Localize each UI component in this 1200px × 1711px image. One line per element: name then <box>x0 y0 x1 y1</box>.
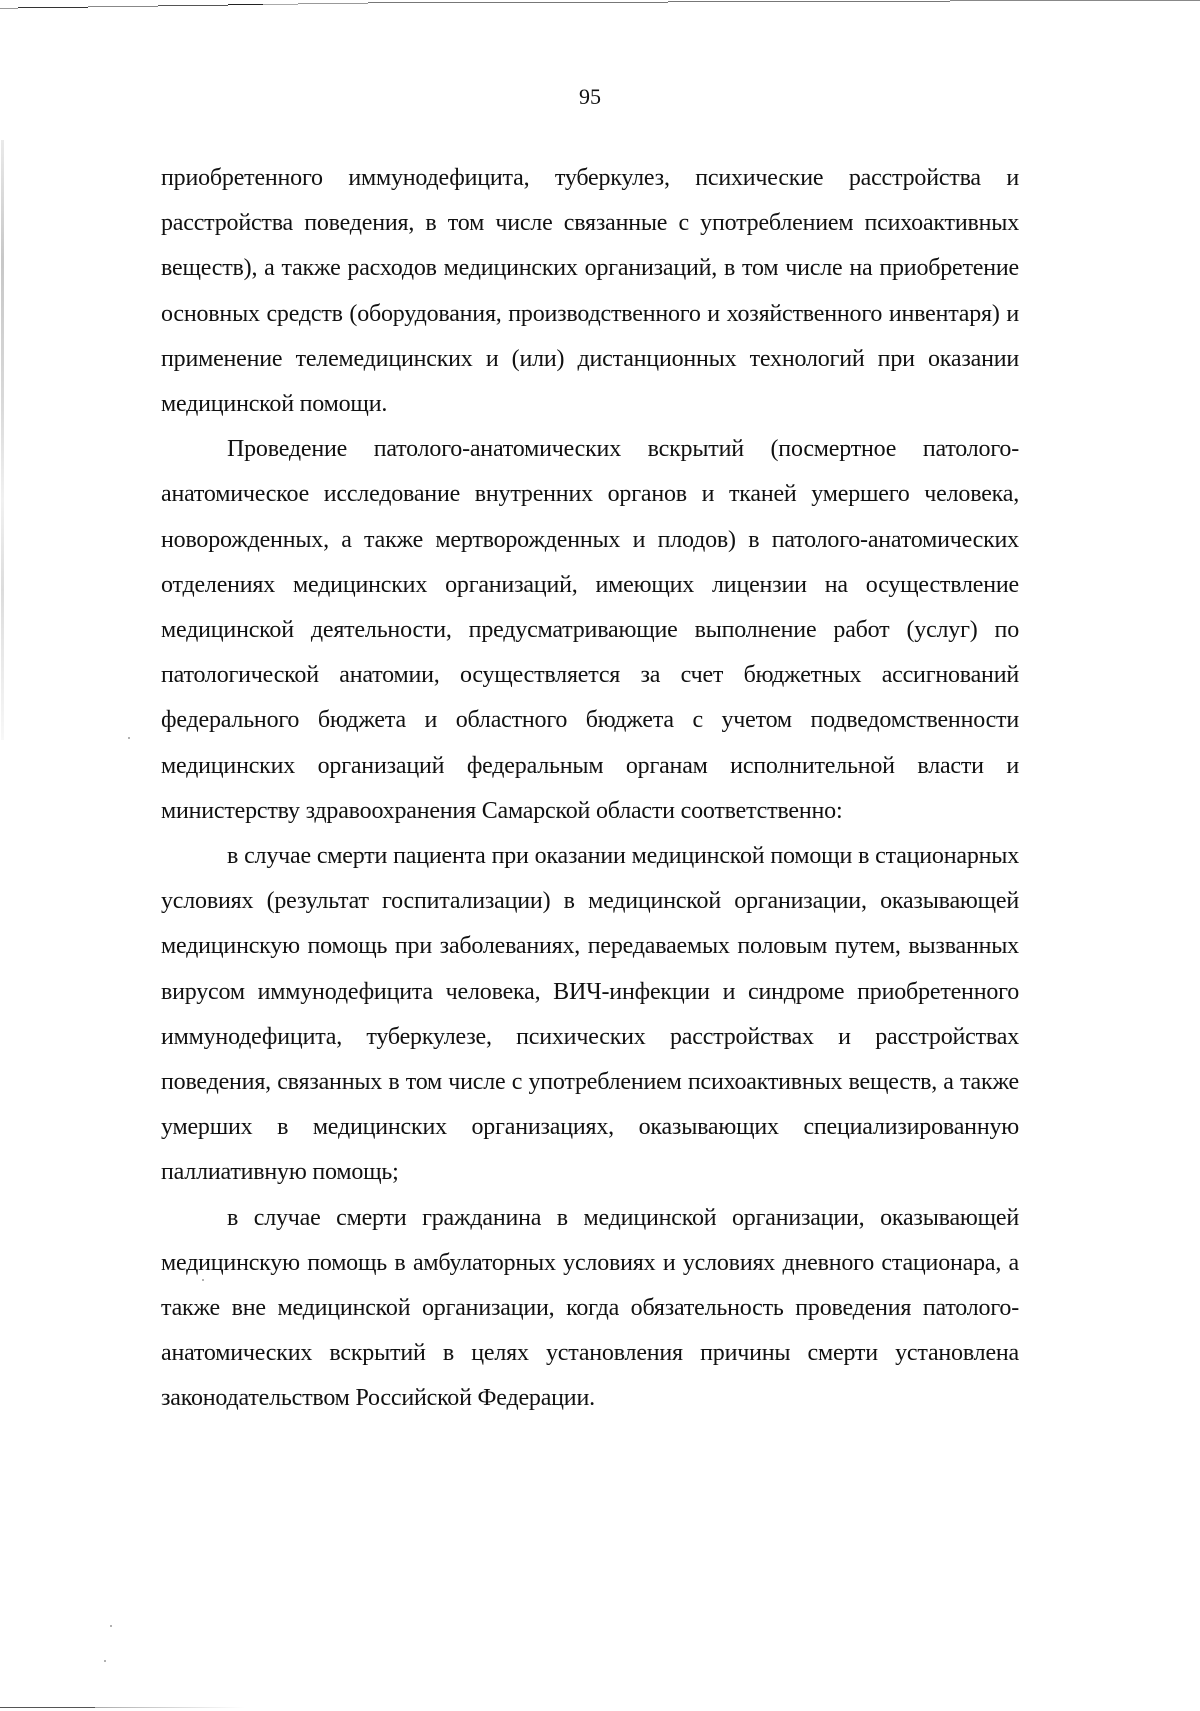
scan-top-edge-artifact <box>0 0 1200 8</box>
scan-bottom-edge-artifact <box>0 1707 95 1708</box>
scan-speck <box>104 1660 106 1662</box>
scan-speck <box>110 1625 112 1627</box>
paragraph-inpatient-death-case: в случае смерти пациента при оказании медицинской помощи в стационарных условиях (результат госпитализации) в медицинской организации, оказывающей медицинскую помощь при заболеваниях, передаваемых половым путем, вызванных вирусом иммунодефицита человека, ВИЧ-инфекции и синдроме приобретенного иммунодефицита, туберкулезе, психических расстройствах и расстройствах поведения, связанных в том числе с употреблением психоактивных веществ, а также умерших в медицинских организациях, оказывающих специализированную паллиативную помощь; <box>161 843 1019 1186</box>
scan-left-edge-artifact <box>1 140 4 740</box>
paragraph-outpatient-death-case: в случае смерти гражданина в медицинской организации, оказывающей медицинскую помощь в амбулаторных условиях и условиях дневного стационара, а также вне медицинской организации, когда обязательность проведения патолого-анатомических вскрытий в целях установления причины смерти установлена законодательством Российской Федерации. <box>161 1204 1019 1412</box>
scan-bottom-edge-fade-artifact <box>95 1707 245 1708</box>
page-number: 95 <box>579 84 601 109</box>
paragraph-continuation: приобретенного иммунодефицита, туберкулез, психические расстройства и расстройства поведения, в том числе связанные с употреблением психоактивных веществ), а также расходов медицинских организаций, в том числе на приобретение основных средств (оборудования, производственного и хозяйственного инвентаря) и применение телемедицинских и (или) дистанционных технологий при оказании медицинской помощи. <box>161 165 1019 418</box>
scan-speck <box>128 737 130 739</box>
document-body <box>161 156 1019 1422</box>
paragraph-autopsy-funding: Проведение патолого-анатомических вскрытий (посмертное патолого-анатомическое исследование внутренних органов и тканей умершего человека, новорожденных, а также мертворожденных и плодов) в патолого-анатомических отделениях медицинских организаций, имеющих лицензии на осуществление медицинской деятельности, предусматривающие выполнение работ (услуг) по патологической анатомии, осуществляется за счет бюджетных ассигнований федерального бюджета и областного бюджета с учетом подведомственности медицинских организаций федеральным органам исполнительной власти и министерству здравоохранения Самарской области соответственно: <box>161 436 1019 824</box>
